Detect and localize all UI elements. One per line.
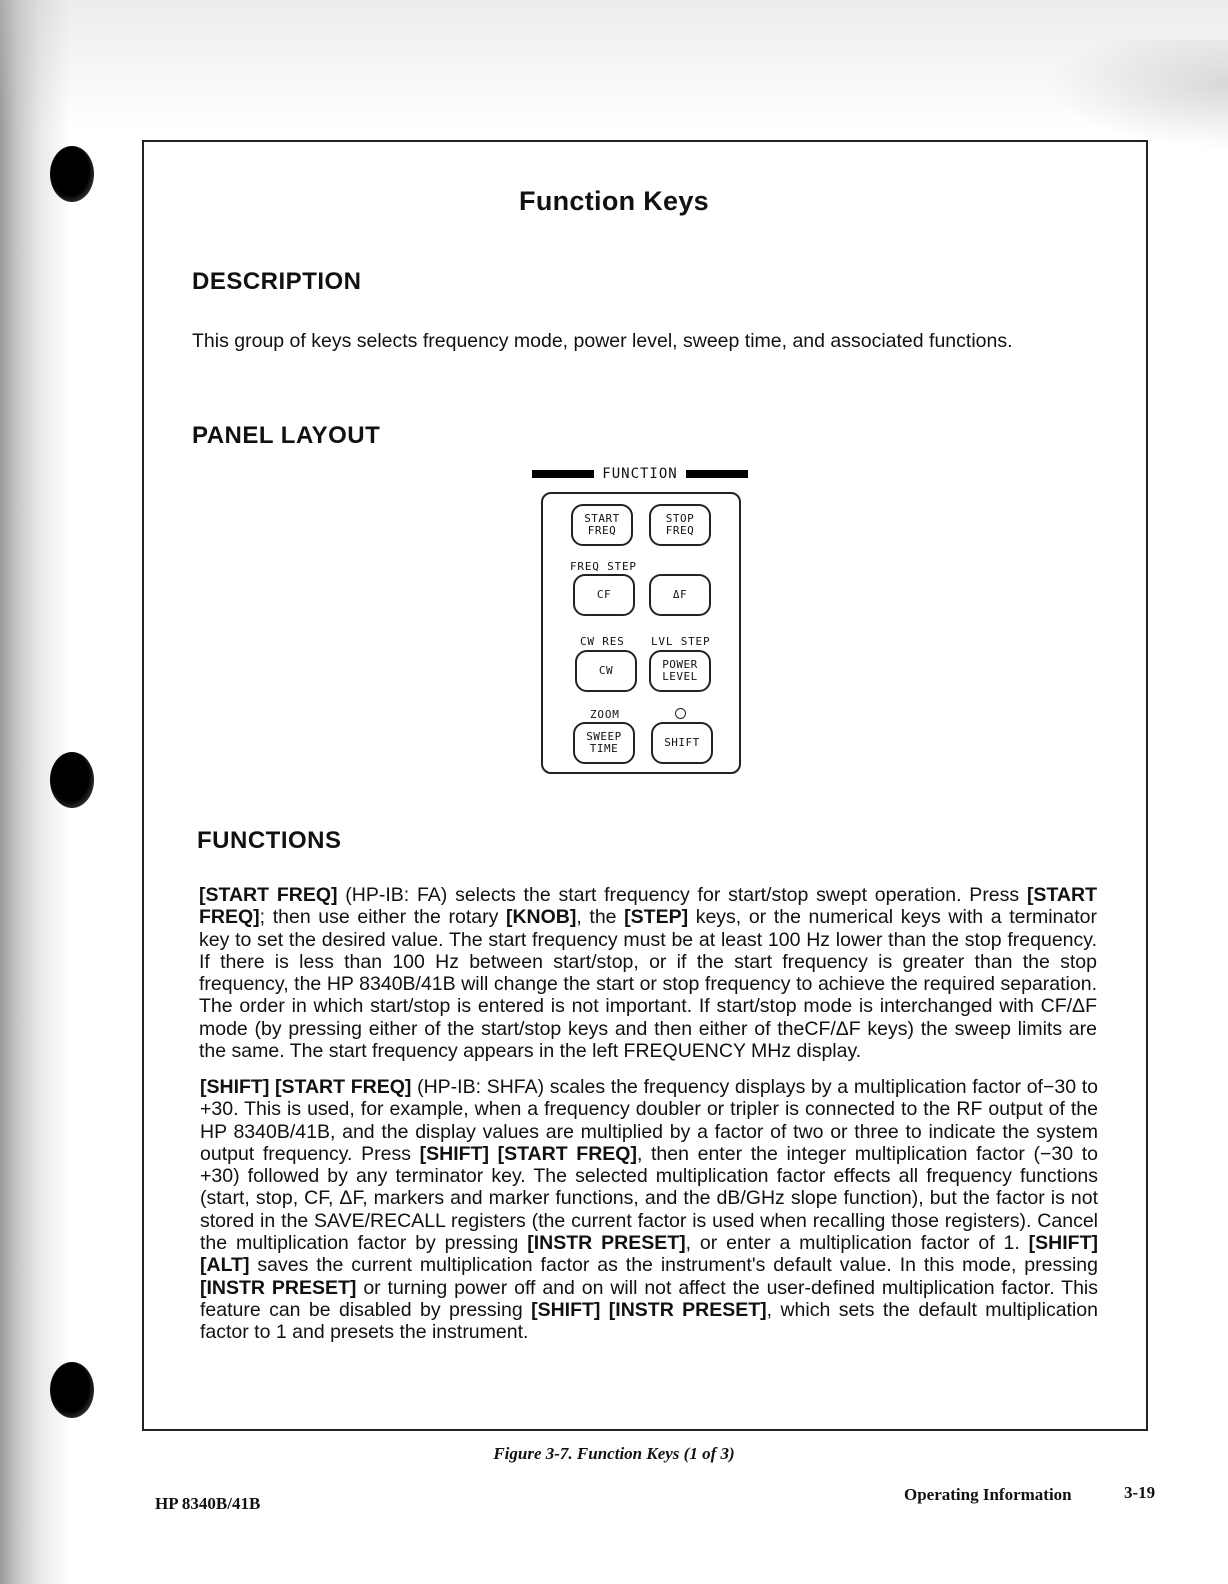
keyword: [SHIFT] [ALT] xyxy=(200,1232,1098,1277)
delta-f-key[interactable]: ΔF xyxy=(649,574,711,616)
scan-shadow-top xyxy=(0,0,1228,130)
text-run: , then enter the integer multiplication factor (−30 to +30) followed by any terminator key. The selected multiplication factor effects all frequency functions (start, stop, CF, ΔF, markers and marker functions, and the dB/GHz slope function), but the factor is not stored in the SAVE/RECALL registers (the current factor is used when recalling those registers). Cancel the multiplication factor by pressing xyxy=(200,1142,1099,1255)
lvl-step-label: LVL STEP xyxy=(651,635,711,648)
cw-res-label: CW RES xyxy=(580,635,625,648)
text-run: keys, or the numerical keys with a terminator key to set the desired value. The start frequency must be at least 100 Hz lower than the stop frequency. If there is less than 100 Hz between start/stop, or if the start frequency is greater than the stop frequency, the HP 8340B/41B will change the start or stop frequency to achieve the required separation. The order in which start/stop is entered is not important. If start/stop mode is interchanged with CF/ΔF mode (by pressing either of the start/stop keys and then either of theCF/ΔF keys) the sweep limits are the same. The start frequency appears in the left FREQUENCY MHz display. xyxy=(199,906,1097,1063)
text-run: , or enter a multiplication factor of 1. xyxy=(685,1232,1029,1255)
text-run: (HP-IB: SHFA) scales the frequency displays by a multiplication factor of−30 to +30. This is used, for example, when a frequency doubler or tripler is connected to the RF output of the HP 8340B/41B, and the display values are multiplied by a factor of two or three to indicate the system output frequency. Press xyxy=(200,1076,1098,1165)
shift-key[interactable]: SHIFT xyxy=(651,722,713,764)
freq-step-label: FREQ STEP xyxy=(570,560,637,573)
start-freq-paragraph xyxy=(199,884,1097,1062)
stop-freq-key[interactable]: STOP FREQ xyxy=(649,504,711,546)
text-run: , which sets the default multiplication factor to 1 and presets the instrument. xyxy=(200,1298,1098,1344)
start-freq-key[interactable]: START FREQ xyxy=(571,504,633,546)
footer-page-number: 3-19 xyxy=(1124,1483,1156,1502)
description-heading: DESCRIPTION xyxy=(192,268,362,295)
keyword: [SHIFT] [START FREQ] xyxy=(419,1142,637,1165)
function-group-text: FUNCTION xyxy=(602,466,678,482)
text-run: (HP-IB: FA) selects the start frequency for start/stop swept operation. Press xyxy=(337,884,1027,906)
shift-led-indicator xyxy=(675,708,686,719)
zoom-label: ZOOM xyxy=(590,708,620,721)
keyword: [SHIFT] [INSTR PRESET] xyxy=(531,1298,767,1321)
scan-shadow-right xyxy=(1048,40,1228,150)
keyword: [SHIFT] [START FREQ] xyxy=(200,1076,412,1098)
keyword: [KNOB] xyxy=(505,906,577,929)
cw-key[interactable]: CW xyxy=(575,650,637,692)
power-level-key[interactable]: POWER LEVEL xyxy=(649,650,711,692)
panel-layout-heading: PANEL LAYOUT xyxy=(192,422,381,449)
footer-model: HP 8340B/41B xyxy=(155,1494,261,1513)
punch-hole-middle xyxy=(50,752,94,808)
figure-caption: Figure 3-7. Function Keys (1 of 3) xyxy=(493,1444,735,1463)
cf-key[interactable]: CF xyxy=(573,574,635,616)
function-group-label xyxy=(526,464,754,484)
keyword: [INSTR PRESET] xyxy=(527,1232,686,1255)
functions-heading: FUNCTIONS xyxy=(197,827,342,854)
sweep-time-key[interactable]: SWEEP TIME xyxy=(573,722,635,764)
label-bar-left xyxy=(532,470,594,478)
text-run: ; then use either the rotary xyxy=(259,906,506,929)
keyword: [START FREQ] xyxy=(199,884,338,906)
description-text: This group of keys selects frequency mode, power level, sweep time, and associated functions. xyxy=(192,330,1013,352)
text-run: or turning power off and on will not affect the user-defined multiplication factor. This feature can be disabled by pressing xyxy=(200,1276,1098,1321)
text-run: saves the current multiplication factor as the instrument's default value. In this mode, pressing xyxy=(249,1254,1098,1277)
keyword: [STEP] xyxy=(624,906,689,929)
footer-section-title: Operating Information xyxy=(904,1485,1072,1504)
punch-hole-bottom xyxy=(50,1362,94,1418)
page-title: Function Keys xyxy=(519,186,709,216)
label-bar-right xyxy=(686,470,748,478)
shift-start-freq-paragraph xyxy=(200,1076,1098,1344)
keyword: [START FREQ] xyxy=(199,884,1097,929)
text-run: , the xyxy=(576,906,625,929)
function-key-panel xyxy=(541,492,741,774)
keyword: [INSTR PRESET] xyxy=(200,1276,357,1299)
